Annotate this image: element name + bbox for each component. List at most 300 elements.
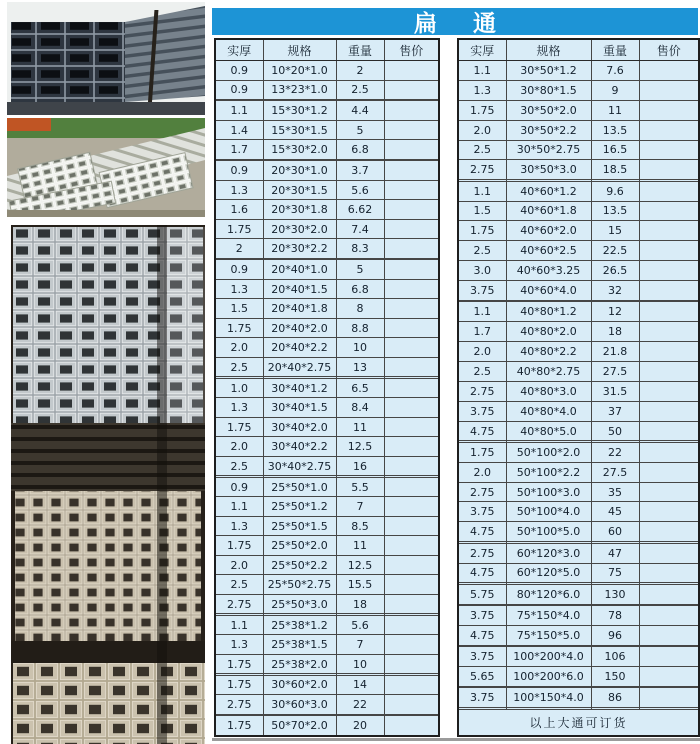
table-cell: 150 [591, 667, 639, 687]
table-cell: 78 [591, 606, 639, 626]
table-cell: 100*150*4.0 [506, 688, 591, 708]
table-row [215, 318, 439, 338]
photo-square-tube-stack-piles [11, 225, 205, 744]
page-title-text: 扁 通 [413, 11, 510, 37]
table-cell: 1.5 [458, 201, 506, 221]
table-cell: 8.3 [336, 239, 384, 259]
table-cell: 3.75 [458, 688, 506, 708]
table-cell [639, 647, 699, 667]
table-cell: 9.6 [591, 181, 639, 201]
table-bottom-shadow [212, 738, 700, 741]
table-cell: 60*120*5.0 [506, 563, 591, 583]
table-cell: 13 [336, 357, 384, 377]
table-cell: 60 [591, 522, 639, 542]
table-row [215, 516, 439, 536]
table-cell [639, 342, 699, 362]
table-cell [639, 322, 699, 342]
table-cell: 2.75 [215, 594, 263, 614]
table-cell [639, 160, 699, 180]
table-cell: 20*40*1.0 [263, 260, 336, 280]
table-row [215, 594, 439, 614]
table-row [215, 180, 439, 200]
table-row [458, 625, 699, 645]
table-row [458, 80, 699, 100]
table-row [215, 219, 439, 239]
table-row [215, 497, 439, 517]
table-cell: 3.75 [458, 502, 506, 522]
table-cell: 25*50*3.0 [263, 594, 336, 614]
table-cell: 1.75 [215, 716, 263, 736]
table-cell [639, 361, 699, 381]
table-cell: 1.1 [215, 615, 263, 635]
table-row [215, 299, 439, 319]
table-row [215, 417, 439, 437]
table-cell: 106 [591, 647, 639, 667]
table-row [458, 241, 699, 261]
table-cell: 6.62 [336, 200, 384, 220]
table-cell: 4.75 [458, 421, 506, 441]
table-cell: 50*100*2.2 [506, 462, 591, 482]
table-row [215, 239, 439, 259]
table-cell: 12.5 [336, 437, 384, 457]
table-cell: 5.6 [336, 180, 384, 200]
table-cell: 2.5 [215, 575, 263, 595]
table-cell [384, 654, 439, 674]
table-cell: 0.9 [215, 80, 263, 100]
table-cell [384, 615, 439, 635]
table-cell [384, 161, 439, 181]
table-cell [639, 221, 699, 241]
table-row [458, 261, 699, 281]
table-cell: 6.8 [336, 279, 384, 299]
table-cell [384, 140, 439, 160]
table-row [215, 120, 439, 140]
header-row [458, 39, 699, 61]
table-cell: 22 [591, 442, 639, 462]
table-cell [639, 80, 699, 100]
table-cell [384, 594, 439, 614]
table-cell [384, 516, 439, 536]
table-cell: 25*50*1.0 [263, 477, 336, 497]
table-row [458, 201, 699, 221]
table-cell: 7 [336, 635, 384, 655]
table-cell: 40*80*3.0 [506, 381, 591, 401]
table-cell: 2.0 [215, 338, 263, 358]
table-cell: 3.75 [458, 647, 506, 667]
table-row [458, 181, 699, 201]
table-cell: 1.75 [458, 442, 506, 462]
table-cell: 50 [591, 421, 639, 441]
table-cell: 45 [591, 502, 639, 522]
table-cell: 7 [336, 497, 384, 517]
table-cell: 75*150*4.0 [506, 606, 591, 626]
table-row [215, 61, 439, 81]
table-cell: 20*30*1.0 [263, 161, 336, 181]
table-cell [639, 667, 699, 687]
table-cell: 20*30*1.5 [263, 180, 336, 200]
table-row [215, 695, 439, 715]
table-cell: 18 [336, 594, 384, 614]
table-cell [384, 80, 439, 100]
table-cell [639, 543, 699, 563]
table-row [458, 667, 699, 687]
table-row [215, 635, 439, 655]
table-cell [384, 398, 439, 418]
table-row [458, 606, 699, 626]
table-cell: 3.0 [458, 261, 506, 281]
table-cell: 50*100*2.0 [506, 442, 591, 462]
table-cell: 100*200*4.0 [506, 647, 591, 667]
table-cell: 2.0 [458, 342, 506, 362]
table-row [458, 61, 699, 81]
table-cell: 30*60*3.0 [263, 695, 336, 715]
table-cell: 30*60*2.0 [263, 675, 336, 695]
table-cell: 20*30*2.0 [263, 219, 336, 239]
table-cell: 20*30*2.2 [263, 239, 336, 259]
table-cell: 10*20*1.0 [263, 61, 336, 81]
table-cell [384, 239, 439, 259]
table-cell: 3.7 [336, 161, 384, 181]
table-cell: 5.6 [336, 615, 384, 635]
table-cell: 5 [336, 120, 384, 140]
table-cell: 40*60*1.8 [506, 201, 591, 221]
table-cell: 30*50*1.2 [506, 61, 591, 81]
table-cell [384, 575, 439, 595]
table-cell: 4.75 [458, 625, 506, 645]
table-cell: 1.1 [458, 181, 506, 201]
table-cell: 12 [591, 302, 639, 322]
table-cell: 47 [591, 543, 639, 563]
table-cell: 30*50*2.0 [506, 100, 591, 120]
table-row [215, 654, 439, 674]
table-cell: 2.5 [458, 361, 506, 381]
table-cell: 1.3 [215, 516, 263, 536]
table-cell: 30*50*2.2 [506, 120, 591, 140]
table-cell: 1.3 [458, 80, 506, 100]
table-cell [639, 688, 699, 708]
table-cell: 40*80*2.2 [506, 342, 591, 362]
table-row [215, 716, 439, 736]
table-cell: 50*100*4.0 [506, 502, 591, 522]
table-cell: 6.8 [336, 140, 384, 160]
table-cell: 40*60*2.5 [506, 241, 591, 261]
table-cell: 25*38*1.2 [263, 615, 336, 635]
table-row [458, 322, 699, 342]
table-cell: 1.75 [215, 675, 263, 695]
table-cell [384, 61, 439, 81]
table-cell [384, 120, 439, 140]
table-cell: 10 [336, 654, 384, 674]
table-cell: 5 [336, 260, 384, 280]
column-header: 实厚 [458, 39, 506, 61]
table-cell [384, 497, 439, 517]
table-cell [639, 502, 699, 522]
table-cell [384, 219, 439, 239]
table-row [215, 378, 439, 398]
table-row [458, 482, 699, 502]
table-cell: 15*30*1.2 [263, 101, 336, 121]
table-cell: 30*50*3.0 [506, 160, 591, 180]
table-cell: 2.5 [215, 456, 263, 476]
table-cell: 40*60*1.2 [506, 181, 591, 201]
table-cell [639, 281, 699, 301]
table-cell [639, 462, 699, 482]
table-cell [639, 584, 699, 604]
table-cell: 11 [336, 536, 384, 556]
table-cell [384, 437, 439, 457]
table-cell: 1.1 [215, 497, 263, 517]
table-footer-row [458, 709, 699, 736]
table-cell: 10 [336, 338, 384, 358]
table-cell: 32 [591, 281, 639, 301]
table-cell: 37 [591, 401, 639, 421]
table-row [458, 647, 699, 667]
table-cell: 35 [591, 482, 639, 502]
table-cell [639, 442, 699, 462]
table-row [215, 161, 439, 181]
table-row [458, 563, 699, 583]
table-cell: 25*50*1.2 [263, 497, 336, 517]
table-cell [384, 318, 439, 338]
table-row [458, 688, 699, 708]
table-cell: 20*40*1.5 [263, 279, 336, 299]
table-cell: 2.5 [458, 241, 506, 261]
table-cell [384, 716, 439, 736]
table-cell: 2.75 [215, 695, 263, 715]
table-cell: 100*200*6.0 [506, 667, 591, 687]
column-header: 重量 [336, 39, 384, 61]
price-table-right [457, 38, 700, 737]
table-cell: 2.0 [458, 120, 506, 140]
table-row [458, 502, 699, 522]
table-cell: 2 [336, 61, 384, 81]
table-cell: 4.75 [458, 563, 506, 583]
table-cell: 7.4 [336, 219, 384, 239]
table-cell [639, 563, 699, 583]
table-cell [384, 635, 439, 655]
table-cell: 50*100*3.0 [506, 482, 591, 502]
table-cell: 18 [591, 322, 639, 342]
column-header: 实厚 [215, 39, 263, 61]
table-row [458, 421, 699, 441]
table-cell [639, 100, 699, 120]
table-cell: 27.5 [591, 462, 639, 482]
table-cell [384, 378, 439, 398]
table-cell [639, 381, 699, 401]
table-cell: 1.3 [215, 180, 263, 200]
table-cell: 15.5 [336, 575, 384, 595]
table-cell: 1.1 [215, 101, 263, 121]
table-cell: 13.5 [591, 120, 639, 140]
table-cell: 30*40*1.5 [263, 398, 336, 418]
table-cell: 25*50*1.5 [263, 516, 336, 536]
table-cell [384, 299, 439, 319]
table-cell: 86 [591, 688, 639, 708]
table-cell: 31.5 [591, 381, 639, 401]
table-cell: 8.5 [336, 516, 384, 536]
table-cell: 14 [336, 675, 384, 695]
table-cell: 1.7 [458, 322, 506, 342]
column-header: 售价 [384, 39, 439, 61]
table-cell: 2.75 [458, 160, 506, 180]
table-row [215, 536, 439, 556]
table-cell: 20*40*2.75 [263, 357, 336, 377]
column-header: 重量 [591, 39, 639, 61]
table-row [215, 260, 439, 280]
table-cell: 20*30*1.8 [263, 200, 336, 220]
table-cell: 30*50*2.75 [506, 140, 591, 160]
table-cell [639, 140, 699, 160]
table-cell: 30*40*2.75 [263, 456, 336, 476]
table-cell [639, 261, 699, 281]
table-cell: 1.4 [215, 120, 263, 140]
table-row [458, 120, 699, 140]
table-cell: 5.5 [336, 477, 384, 497]
table-cell [639, 421, 699, 441]
table-cell: 40*60*4.0 [506, 281, 591, 301]
table-row [215, 456, 439, 476]
table-cell: 8.4 [336, 398, 384, 418]
table-cell: 40*60*2.0 [506, 221, 591, 241]
table-cell [384, 279, 439, 299]
table-cell [384, 536, 439, 556]
table-row [458, 221, 699, 241]
table-cell: 16 [336, 456, 384, 476]
table-cell: 1.3 [215, 635, 263, 655]
table-cell: 20*40*2.2 [263, 338, 336, 358]
table-cell: 3.75 [458, 281, 506, 301]
table-cell: 1.7 [215, 140, 263, 160]
photo-galvanized-square-tube-bundles [7, 118, 205, 217]
table-row [215, 675, 439, 695]
table-cell: 13*23*1.0 [263, 80, 336, 100]
table-cell: 26.5 [591, 261, 639, 281]
table-cell [639, 120, 699, 140]
table-cell [639, 201, 699, 221]
table-cell [384, 456, 439, 476]
table-row [458, 543, 699, 563]
table-cell: 40*60*3.25 [506, 261, 591, 281]
price-table-left [214, 38, 440, 737]
table-cell [384, 260, 439, 280]
table-cell: 25*50*2.2 [263, 555, 336, 575]
column-header: 规格 [263, 39, 336, 61]
table-cell: 11 [336, 417, 384, 437]
table-cell: 25*38*1.5 [263, 635, 336, 655]
table-cell: 15 [591, 221, 639, 241]
table-cell: 18.5 [591, 160, 639, 180]
table-cell: 1.5 [215, 299, 263, 319]
table-cell: 2.0 [215, 437, 263, 457]
table-row [458, 342, 699, 362]
table-cell: 0.9 [215, 260, 263, 280]
table-cell: 2.0 [458, 462, 506, 482]
table-row [458, 160, 699, 180]
column-header: 规格 [506, 39, 591, 61]
table-cell [639, 401, 699, 421]
table-cell [384, 695, 439, 715]
table-cell: 1.75 [215, 417, 263, 437]
table-cell: 1.75 [215, 536, 263, 556]
table-cell [639, 241, 699, 261]
table-cell: 1.75 [215, 654, 263, 674]
table-cell [384, 200, 439, 220]
table-cell: 30*40*2.2 [263, 437, 336, 457]
table-cell: 15*30*1.5 [263, 120, 336, 140]
table-cell: 12.5 [336, 555, 384, 575]
table-cell: 40*80*2.75 [506, 361, 591, 381]
table-cell: 30*40*2.0 [263, 417, 336, 437]
table-cell [639, 625, 699, 645]
table-cell: 15*30*2.0 [263, 140, 336, 160]
table-row [458, 281, 699, 301]
table-cell [384, 477, 439, 497]
table-cell: 27.5 [591, 361, 639, 381]
table-row [458, 361, 699, 381]
table-cell: 11 [591, 100, 639, 120]
table-cell: 0.9 [215, 61, 263, 81]
table-cell: 1.1 [458, 61, 506, 81]
table-cell: 2.75 [458, 381, 506, 401]
table-cell: 4.75 [458, 522, 506, 542]
table-row [458, 100, 699, 120]
table-cell: 1.3 [215, 279, 263, 299]
table-cell: 30*80*1.5 [506, 80, 591, 100]
table-cell [384, 555, 439, 575]
table-cell: 75 [591, 563, 639, 583]
table-row [215, 575, 439, 595]
table-cell [639, 61, 699, 81]
page-title [212, 8, 698, 35]
table-cell: 25*50*2.0 [263, 536, 336, 556]
table-cell: 40*80*1.2 [506, 302, 591, 322]
table-cell [384, 675, 439, 695]
table-cell: 25*38*2.0 [263, 654, 336, 674]
table-cell: 50*70*2.0 [263, 716, 336, 736]
table-cell [639, 181, 699, 201]
table-cell: 20*40*1.8 [263, 299, 336, 319]
table-cell: 21.8 [591, 342, 639, 362]
table-cell: 13.5 [591, 201, 639, 221]
table-cell: 2.75 [458, 543, 506, 563]
table-cell: 2.0 [215, 555, 263, 575]
table-cell: 75*150*5.0 [506, 625, 591, 645]
table-cell: 1.3 [215, 398, 263, 418]
table-cell: 96 [591, 625, 639, 645]
table-cell: 80*120*6.0 [506, 584, 591, 604]
table-cell: 5.75 [458, 584, 506, 604]
table-cell [639, 606, 699, 626]
table-cell: 4.4 [336, 101, 384, 121]
table-row [215, 357, 439, 377]
footer-note: 以上大通可订货 [458, 709, 699, 736]
table-cell: 2.5 [215, 357, 263, 377]
header-row [215, 39, 439, 61]
table-row [458, 462, 699, 482]
table-cell [384, 338, 439, 358]
table-cell: 20 [336, 716, 384, 736]
table-cell: 25*50*2.75 [263, 575, 336, 595]
table-row [215, 615, 439, 635]
table-row [458, 302, 699, 322]
table-cell: 40*80*2.0 [506, 322, 591, 342]
table-cell: 60*120*3.0 [506, 543, 591, 563]
table-row [215, 200, 439, 220]
table-cell: 8.8 [336, 318, 384, 338]
table-row [458, 442, 699, 462]
table-cell [639, 522, 699, 542]
table-cell: 1.1 [458, 302, 506, 322]
